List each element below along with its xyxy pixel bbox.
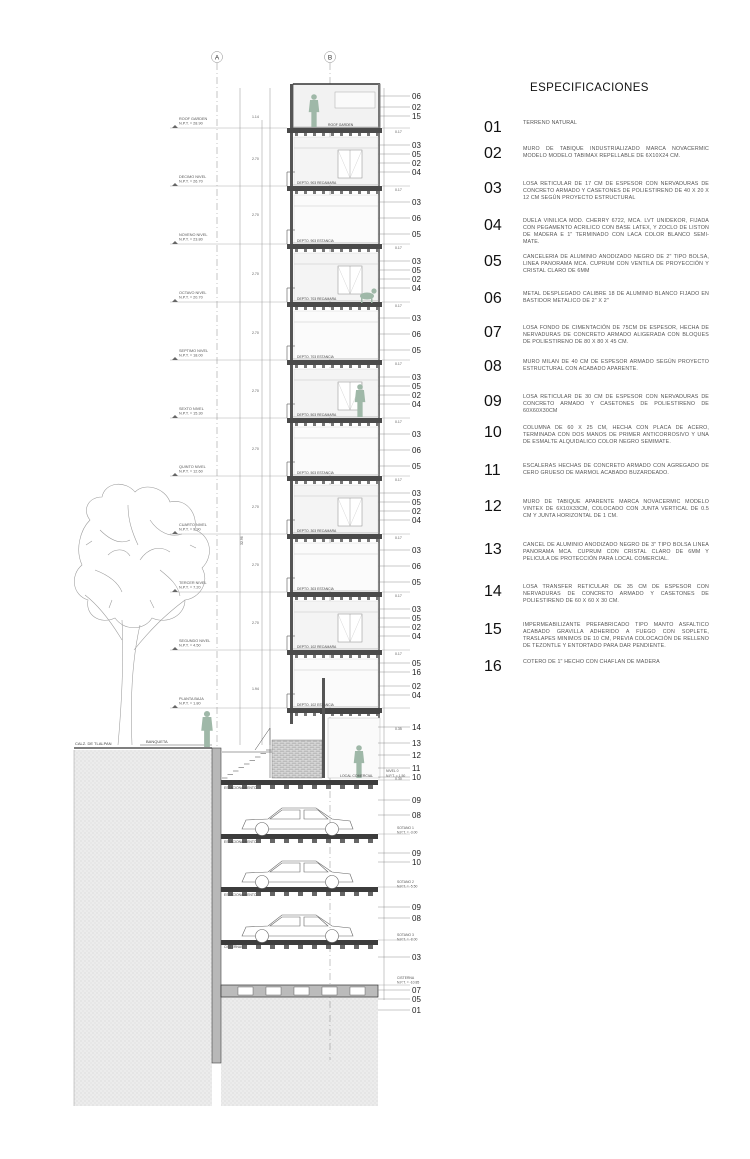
svg-text:N.P.T. = 1.80: N.P.T. = 1.80 (179, 701, 201, 706)
svg-text:06: 06 (412, 92, 421, 101)
svg-text:SEPTIMO NIVEL: SEPTIMO NIVEL (179, 349, 209, 353)
level-labels (172, 117, 210, 708)
svg-text:2.70: 2.70 (252, 447, 259, 451)
svg-text:02: 02 (412, 682, 421, 691)
spec-description: LOSA RETICULAR DE 17 CM DE ESPESOR CON NERVADURAS DE CONCRETO ARMADO Y CASETONES DE POLIESTIRENO DE 40 X 20 X 12 CM SEGÚN PROYECTO ESTRUCTURAL (523, 181, 709, 201)
svg-text:N.P.T. = 9.90: N.P.T. = 9.90 (179, 527, 201, 532)
soil-left (74, 750, 212, 1106)
svg-text:N.P.T. = 15.30: N.P.T. = 15.30 (179, 411, 203, 416)
svg-text:BANQUETA: BANQUETA (146, 739, 168, 744)
svg-text:05: 05 (412, 230, 421, 239)
spec-number: 07 (484, 324, 502, 341)
spec-number: 10 (484, 424, 502, 441)
svg-text:06: 06 (412, 562, 421, 571)
svg-text:15: 15 (412, 112, 421, 121)
svg-text:03: 03 (412, 257, 421, 266)
spec-description: COTERO DE 1" HECHO CON CHAFLAN DE MADERA (523, 659, 660, 665)
spec-description: MURO MILAN DE 40 CM DE ESPESOR ARMADO SEGÚN PROYECTO ESTRUCTURAL CON ACABADO APARENTE. (523, 359, 709, 372)
svg-text:02: 02 (412, 623, 421, 632)
svg-text:03: 03 (412, 141, 421, 150)
svg-text:CISTERNAS: CISTERNAS (224, 945, 244, 949)
svg-text:N.P.T. = -10.85: N.P.T. = -10.85 (397, 980, 420, 985)
svg-text:03: 03 (412, 198, 421, 207)
spec-description: LOSA RETICULAR DE 30 CM DE ESPESOR CON NERVADURAS DE CONCRETO ARMADO Y CASETONES DE POLIESTIRENO DE 60X60X30CM (523, 394, 709, 414)
svg-text:DEPTO. 703 RECAMARA: DEPTO. 703 RECAMARA (297, 297, 337, 301)
svg-text:16: 16 (412, 668, 421, 677)
spec-number: 05 (484, 253, 502, 270)
spec-description: COLUMNA DE 60 X 25 CM, HECHA CON PLACA DE ACERO, TERMINADA CON DOS MANOS DE PRIMER ANTICORROSIVO Y UNA DE ESMALTE ALQUIDALICO COLOR NEGRO SEMIMATE. (523, 425, 709, 445)
svg-text:0.17: 0.17 (395, 594, 402, 598)
svg-text:11: 11 (412, 764, 421, 773)
svg-text:PLANTA BAJA: PLANTA BAJA (179, 697, 204, 701)
svg-text:2.70: 2.70 (252, 389, 259, 393)
svg-text:05: 05 (412, 578, 421, 587)
svg-text:2.70: 2.70 (252, 272, 259, 276)
svg-text:N.P.T. = 1.50: N.P.T. = 1.50 (386, 774, 406, 778)
svg-text:01: 01 (412, 1006, 421, 1015)
svg-text:02: 02 (412, 275, 421, 284)
svg-text:N.P.T. = -8.00: N.P.T. = -8.00 (397, 937, 418, 942)
spec-number: 09 (484, 393, 502, 410)
svg-text:03: 03 (412, 605, 421, 614)
svg-text:DEPTO. 102 RECAMARA: DEPTO. 102 RECAMARA (297, 645, 337, 649)
svg-text:N.P.T. = 7.20: N.P.T. = 7.20 (179, 585, 201, 590)
svg-text:03: 03 (412, 953, 421, 962)
spec-description: MURO DE TABIQUE APARENTE MARCA NOVACERMIC MODELO VINTEX DE 6X10X33CM, COLOCADO CON JUNTA VERTICAL DE 0.5 CM Y JUNTA HORIZONTAL DE 1 CM. (523, 499, 709, 519)
svg-text:03: 03 (412, 314, 421, 323)
svg-text:08: 08 (412, 914, 421, 923)
svg-text:0.17: 0.17 (395, 362, 402, 366)
svg-text:DEPTO. 503 ESTANCIA: DEPTO. 503 ESTANCIA (297, 471, 334, 475)
svg-text:0.17: 0.17 (395, 478, 402, 482)
svg-text:0.17: 0.17 (395, 536, 402, 540)
svg-text:04: 04 (412, 400, 421, 409)
svg-text:SEXTO NIVEL: SEXTO NIVEL (179, 407, 204, 411)
spec-description: LOSA FONDO DE CIMENTACIÓN DE 75CM DE ESPESOR, HECHA DE NERVADURAS DE CONCRETO ARMADO ALIGERADA CON BLOQUES DE POLIESTIRENO DE 80 X 80 X 45 CM. (523, 325, 709, 345)
svg-text:09: 09 (412, 903, 421, 912)
svg-text:DEPTO. 503 RECAMARA: DEPTO. 503 RECAMARA (297, 413, 337, 417)
svg-text:ESTACIONAMIENTO: ESTACIONAMIENTO (224, 893, 257, 897)
svg-text:04: 04 (412, 691, 421, 700)
total-height-dimension: 32.96 (240, 536, 244, 545)
svg-text:12: 12 (412, 751, 421, 760)
svg-text:0.17: 0.17 (395, 420, 402, 424)
svg-text:N.P.T. = 18.00: N.P.T. = 18.00 (179, 353, 203, 358)
spec-number: 03 (484, 180, 502, 197)
spec-number: 08 (484, 358, 502, 375)
svg-text:03: 03 (412, 546, 421, 555)
spec-number: 04 (484, 217, 502, 234)
svg-text:N.P.T. = 4.50: N.P.T. = 4.50 (179, 643, 201, 648)
spec-description: TERRENO NATURAL (523, 120, 577, 126)
spec-description: MURO DE TABIQUE INDUSTRIALIZADO MARCA NOVACERMIC MODELO MODELO TABIMAX REPELLABLE DE 6X10X24 CM. (523, 146, 709, 159)
svg-text:1.94: 1.94 (252, 687, 259, 691)
svg-text:DEPTO. 703 ESTANCIA: DEPTO. 703 ESTANCIA (297, 355, 334, 359)
svg-text:CISTERNA: CISTERNA (397, 976, 415, 980)
svg-text:05: 05 (412, 995, 421, 1004)
svg-text:07: 07 (412, 986, 421, 995)
svg-text:05: 05 (412, 150, 421, 159)
grid-label-a: A (214, 54, 220, 62)
svg-text:NIVEL 0: NIVEL 0 (386, 769, 399, 773)
svg-text:NOVENO NIVEL: NOVENO NIVEL (179, 233, 208, 237)
spec-description: IMPERMEABILIZANTE PREFABRICADO TIPO MANTO ASFALTICO ACABADO GRAVILLA ADHERIDO A FUEGO CON SOPLETE, TRASLAPES MINIMOS DE 10 CM, PREVIA COLOCACIÓN DE RELLENO DE TEZONTLE Y ENTORTADO PARA DAR PENDIENTE. (523, 622, 709, 649)
svg-text:QUINTO NIVEL: QUINTO NIVEL (179, 465, 206, 469)
svg-text:0.35: 0.35 (395, 727, 402, 731)
svg-text:N.P.T. = 26.70: N.P.T. = 26.70 (179, 179, 203, 184)
svg-text:TERCER NIVEL: TERCER NIVEL (179, 581, 207, 585)
svg-text:13: 13 (412, 739, 421, 748)
svg-text:N.P.T. = -3.00: N.P.T. = -3.00 (397, 830, 418, 835)
svg-text:2.70: 2.70 (252, 505, 259, 509)
svg-text:06: 06 (412, 330, 421, 339)
svg-text:OCTAVO NIVEL: OCTAVO NIVEL (179, 291, 207, 295)
svg-text:SEGUNDO NIVEL: SEGUNDO NIVEL (179, 639, 211, 643)
svg-text:0.30: 0.30 (395, 777, 402, 781)
tower-section (287, 84, 382, 724)
svg-text:0.17: 0.17 (395, 188, 402, 192)
svg-text:DEPTO. 903 ESTANCIA: DEPTO. 903 ESTANCIA (297, 239, 334, 243)
svg-text:ROOF GARDEN: ROOF GARDEN (179, 117, 208, 121)
svg-text:02: 02 (412, 507, 421, 516)
svg-text:0.17: 0.17 (395, 304, 402, 308)
spec-description: LOSA TRANSFER RETICULAR DE 35 CM DE ESPESOR CON NERVADURAS DE CONCRETO ARMADO Y CASETONES DE POLIESTIRENO DE 60 X 60 X 30 CM. (523, 584, 709, 604)
spec-number: 12 (484, 498, 502, 515)
svg-text:DEPTO. 303 RECAMARA: DEPTO. 303 RECAMARA (297, 529, 337, 533)
ground-stair (222, 728, 272, 778)
person-figure (201, 711, 213, 747)
svg-text:06: 06 (412, 446, 421, 455)
grid-label-b: B (327, 54, 333, 62)
svg-text:1.14: 1.14 (252, 115, 259, 119)
svg-text:DECIMO NIVEL: DECIMO NIVEL (179, 175, 207, 179)
svg-text:05: 05 (412, 462, 421, 471)
svg-text:0.17: 0.17 (395, 652, 402, 656)
spec-number: 16 (484, 658, 502, 675)
spec-number: 15 (484, 621, 502, 638)
svg-text:N.P.T. = 28.90: N.P.T. = 28.90 (179, 121, 203, 126)
svg-text:05: 05 (412, 659, 421, 668)
spec-description: METAL DESPLEGADO CALIBRE 18 DE ALUMINIO BLANCO FIJADO EN BASTIDOR METALICO DE 2" X 2" (523, 291, 709, 304)
svg-text:09: 09 (412, 796, 421, 805)
svg-text:LOCAL COMERCIAL: LOCAL COMERCIAL (340, 774, 374, 778)
spec-number: 06 (484, 290, 502, 307)
svg-text:DEPTO. 903 RECAMARA: DEPTO. 903 RECAMARA (297, 181, 337, 185)
svg-text:05: 05 (412, 498, 421, 507)
svg-text:CUARTO NIVEL: CUARTO NIVEL (179, 523, 207, 527)
svg-text:CALZ. DE TLALPAN: CALZ. DE TLALPAN (75, 741, 112, 746)
svg-text:05: 05 (412, 382, 421, 391)
svg-text:DEPTO. 303 ESTANCIA: DEPTO. 303 ESTANCIA (297, 587, 334, 591)
svg-text:09: 09 (412, 849, 421, 858)
svg-text:05: 05 (412, 346, 421, 355)
spec-number: 01 (484, 119, 502, 136)
svg-text:06: 06 (412, 214, 421, 223)
svg-text:2.70: 2.70 (252, 563, 259, 567)
car-figure (242, 808, 353, 836)
svg-text:05: 05 (412, 614, 421, 623)
svg-text:2.70: 2.70 (252, 331, 259, 335)
svg-text:2.70: 2.70 (252, 213, 259, 217)
svg-text:04: 04 (412, 284, 421, 293)
spec-description: CANCELERIA DE ALUMINIO ANODIZADO NEGRO DE 2" TIPO BOLSA, LINEA PANORAMA MCA. CUPRUM CON VENTILA DE PROYECCIÓN Y CRISTAL CLARO DE 6MM (523, 254, 709, 274)
svg-text:02: 02 (412, 103, 421, 112)
svg-text:ROOF GARDEN: ROOF GARDEN (328, 123, 354, 127)
svg-text:10: 10 (412, 773, 421, 782)
svg-text:0.17: 0.17 (395, 246, 402, 250)
spec-description: ESCALERAS HECHAS DE CONCRETO ARMADO CON AGREGADO DE CERO GRUESO DE MARMOL ACABADO BUZARDEADO. (523, 463, 709, 476)
svg-text:10: 10 (412, 858, 421, 867)
svg-text:SOTANO 3: SOTANO 3 (397, 933, 414, 937)
svg-text:ESTACIONAMIENTO: ESTACIONAMIENTO (224, 840, 257, 844)
svg-text:05: 05 (412, 266, 421, 275)
spec-description: DUELA VINILICA MOD. CHERRY 6722, MCA. LVT UNIDEKOR, FIJADA CON PEGAMENTO ACRILICO CON BASE LATEX, Y ZOCLO DE LISTON DE MADERA E 1" TERMINADO CON LACA COLOR BLANCO SEMI-MATE. (523, 218, 709, 245)
svg-text:DEPTO. 102 ESTANCIA: DEPTO. 102 ESTANCIA (297, 703, 334, 707)
spec-number: 13 (484, 541, 502, 558)
svg-text:N.P.T. = 20.70: N.P.T. = 20.70 (179, 295, 203, 300)
svg-text:N.P.T. = -5.50: N.P.T. = -5.50 (397, 884, 418, 889)
svg-text:N.P.T. = 23.80: N.P.T. = 23.80 (179, 237, 203, 242)
svg-text:04: 04 (412, 516, 421, 525)
svg-text:08: 08 (412, 811, 421, 820)
svg-text:04: 04 (412, 632, 421, 641)
svg-text:04: 04 (412, 168, 421, 177)
svg-text:03: 03 (412, 373, 421, 382)
svg-text:SOTANO 1: SOTANO 1 (397, 826, 414, 830)
svg-text:2.70: 2.70 (252, 621, 259, 625)
spec-callouts (378, 92, 421, 1015)
soil-right (221, 995, 378, 1106)
svg-text:03: 03 (412, 489, 421, 498)
svg-text:N.P.T. = 12.60: N.P.T. = 12.60 (179, 469, 203, 474)
svg-text:2.70: 2.70 (252, 157, 259, 161)
svg-text:14: 14 (412, 723, 421, 732)
svg-text:02: 02 (412, 159, 421, 168)
svg-text:ESTACIONAMIENTO: ESTACIONAMIENTO (224, 786, 257, 790)
car-figure (242, 861, 353, 889)
spec-number: 02 (484, 145, 502, 162)
spec-number: 11 (484, 462, 501, 479)
svg-text:02: 02 (412, 391, 421, 400)
svg-text:0.17: 0.17 (395, 130, 402, 134)
svg-text:03: 03 (412, 430, 421, 439)
spec-number: 14 (484, 583, 502, 600)
svg-text:SOTANO 2: SOTANO 2 (397, 880, 414, 884)
spec-description: CANCEL DE ALUMINIO ANODIZADO NEGRO DE 3" TIPO BOLSA LINEA PANORAMA MCA. CUPRUM CON CRISTAL CLARO DE 6MM Y PELICULA DE PROTECCIÓN PARA LOCAL COMERCIAL. (523, 542, 709, 562)
car-figure (242, 915, 353, 943)
specifications-title: ESPECIFICACIONES (530, 82, 649, 94)
